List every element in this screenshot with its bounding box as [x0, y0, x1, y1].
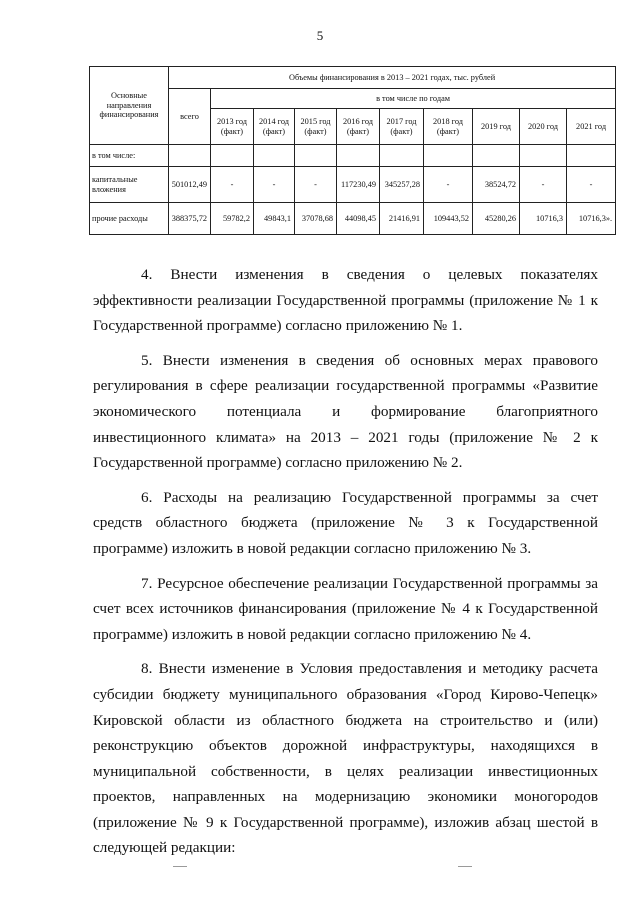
page-number: 5: [316, 28, 324, 43]
row-label: прочие расходы: [90, 203, 169, 235]
row-total: 501012,49: [169, 167, 211, 203]
subheader-including: в том числе:: [90, 145, 169, 167]
scan-mark: [173, 866, 187, 867]
table-row: [90, 167, 616, 203]
row-total: 388375,72: [169, 203, 211, 235]
header-year: 2019 год: [473, 109, 520, 145]
header-year: 2018 год (факт): [424, 109, 473, 145]
paragraph: 4. Внести изменения в сведения о целевых показателях эффективности реализации Государственной программы (приложение № 1 к Государственной программе) согласно приложению № 1.: [93, 266, 598, 335]
table-cell: 21416,91: [380, 203, 424, 235]
table-cell: 37078,68: [295, 203, 337, 235]
header-year: 2013 год (факт): [211, 109, 254, 145]
header-total: всего: [169, 89, 211, 145]
table-cell: 59782,2: [211, 203, 254, 235]
financing-table: [89, 66, 616, 235]
table-cell: 49843,1: [254, 203, 295, 235]
header-volume: Объемы финансирования в 2013 – 2021 годах, тыс. рублей: [169, 67, 616, 89]
table-cell: -: [211, 167, 254, 203]
table-cell: 345257,28: [380, 167, 424, 203]
table-cell: 109443,52: [424, 203, 473, 235]
table-cell: 10716,3: [520, 203, 567, 235]
table-cell: -: [254, 167, 295, 203]
paragraph: 7. Ресурсное обеспечение реализации Государственной программы за счет всех источников финансирования (приложение № 4 к Государственной программе) изложить в новой редакции согласно приложению № 4.: [93, 574, 598, 643]
header-year: 2021 год: [567, 109, 616, 145]
paragraph: 6. Расходы на реализацию Государственной программы за счет средств областного бюджета (приложение № 3 к Государственной программе) изложить в новой редакции согласно приложению № 3.: [93, 488, 598, 557]
paragraph: 5. Внести изменения в сведения об основных мерах правового регулирования в сфере реализации государственной программы «Развитие экономического потенциала и формирование благоприятного инвестиционного климата» на 2013 – 2021 годы (приложение № 2 к Государственной программе) согласно приложению № 2.: [93, 351, 598, 472]
table-cell: 10716,3».: [567, 203, 616, 235]
body-text: [93, 262, 598, 870]
header-including-years: в том числе по годам: [211, 89, 616, 109]
header-year: 2015 год (факт): [295, 109, 337, 145]
table-cell: -: [295, 167, 337, 203]
header-year: 2020 год: [520, 109, 567, 145]
table-cell: 44098,45: [337, 203, 380, 235]
scan-mark: [458, 866, 472, 867]
row-label: капитальные вложения: [90, 167, 169, 203]
table-cell: -: [424, 167, 473, 203]
header-year: 2016 год (факт): [337, 109, 380, 145]
header-directions: Основные направления финансирования: [90, 67, 169, 145]
table-cell: 38524,72: [473, 167, 520, 203]
table-row: [90, 203, 616, 235]
paragraph: 8. Внести изменение в Условия предоставления и методику расчета субсидии бюджету муниципального образования «Город Кирово-Чепецк» Кировской области из областного бюджета на строительство и (или) реконструкцию объектов дорожной инфраструктуры, находящихся в муниципальной собственности, в целях реализации инвестиционных проектов, направленных на модернизацию экономики моногородов (приложение № 9 к Государственной программе), изложив абзац шестой в следующей редакции:: [93, 660, 598, 857]
table-cell: -: [520, 167, 567, 203]
table-cell: 117230,49: [337, 167, 380, 203]
table-cell: -: [567, 167, 616, 203]
header-year: 2014 год (факт): [254, 109, 295, 145]
header-year: 2017 год (факт): [380, 109, 424, 145]
table-cell: 45280,26: [473, 203, 520, 235]
